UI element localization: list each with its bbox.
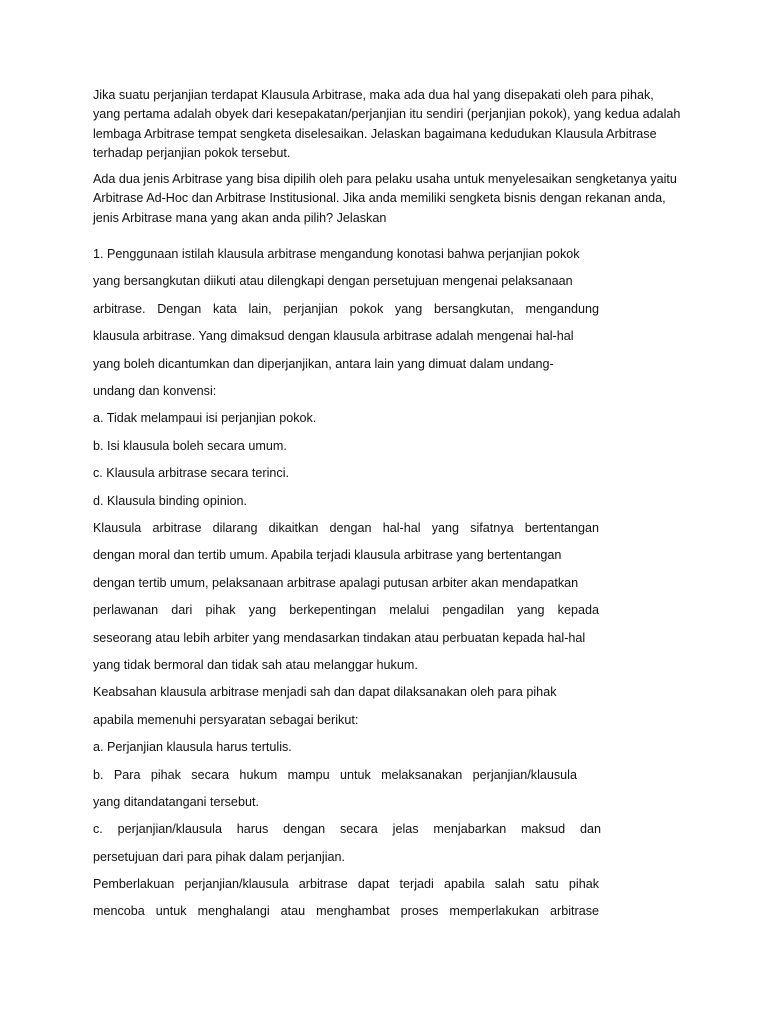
answer-line: klausula arbitrase. Yang dimaksud dengan klausula arbitrase adalah mengenai hal-hal [93, 329, 574, 344]
list-item: a. Perjanjian klausula harus tertulis. [93, 740, 292, 755]
question-paragraph-1: Jika suatu perjanjian terdapat Klausula Arbitrase, maka ada dua hal yang disepakati oleh para pihak, yang pertama adalah obyek dari kesepakatan/perjanjian itu sendiri (perjanjian pokok), yang kedua adalah lembaga Arbitrase tempat sengketa diselesaikan. Jelaskan bagaimana kedudukan Klausula Arbitrase terhadap perjanjian pokok tersebut. [93, 88, 681, 160]
answer-line: undang dan konvensi: [93, 384, 217, 399]
list-item: d. Klausula binding opinion. [93, 493, 248, 508]
answer-line: Keabsahan klausula arbitrase menjadi sah dan dapat dilaksanakan oleh para pihak [93, 685, 557, 700]
answer-line: yang boleh dicantumkan dan diperjanjikan, antara lain yang dimuat dalam undang- [93, 356, 554, 371]
answer-line: dengan tertib umum, pelaksanaan arbitrase apalagi putusan arbiter akan mendapatkan [93, 575, 579, 590]
question-paragraph-2: Ada dua jenis Arbitrase yang bisa dipilih oleh para pelaku usaha untuk menyelesaikan sengketanya yaitu Arbitrase Ad-Hoc dan Arbitrase Institusional. Jika anda memiliki sengketa bisnis dengan rekanan anda, jenis Arbitrase mana yang akan anda pilih? Jelaskan [93, 172, 677, 225]
answer-line: yang ditandatangani tersebut. [93, 794, 259, 809]
answer-line: apabila memenuhi persyaratan sebagai berikut: [93, 712, 359, 727]
answer-line: arbitrase. Dengan kata lain, perjanjian pokok yang bersangkutan, mengandung [93, 301, 599, 316]
question-section [93, 86, 683, 228]
answer-line: 1. Penggunaan istilah klausula arbitrase mengandung konotasi bahwa perjanjian pokok [93, 247, 580, 262]
answer-line: dengan moral dan tertib umum. Apabila terjadi klausula arbitrase yang bertentangan [93, 548, 562, 563]
answer-line: perlawanan dari pihak yang berkepentingan melalui pengadilan yang kepada [93, 603, 599, 618]
answer-line: Klausula arbitrase dilarang dikaitkan dengan hal-hal yang sifatnya bertentangan [93, 520, 599, 535]
answer-line: Pemberlakuan perjanjian/klausula arbitrase dapat terjadi apabila salah satu pihak [93, 877, 599, 892]
list-item: c. perjanjian/klausula harus dengan secara jelas menjabarkan maksud dan [93, 822, 601, 837]
answer-line: persetujuan dari para pihak dalam perjanjian. [93, 849, 346, 864]
list-item: a. Tidak melampaui isi perjanjian pokok. [93, 411, 317, 426]
answer-line: seseorang atau lebih arbiter yang mendasarkan tindakan atau perbuatan kepada hal-hal [93, 630, 586, 645]
answer-line: yang tidak bermoral dan tidak sah atau melanggar hukum. [93, 657, 418, 672]
answer-line: yang bersangkutan diikuti atau dilengkapi dengan persetujuan mengenai pelaksanaan [93, 274, 573, 289]
list-item: b. Isi klausula boleh secara umum. [93, 438, 287, 453]
list-item: b. Para pihak secara hukum mampu untuk melaksanakan perjanjian/klausula [93, 767, 577, 782]
answer-line: mencoba untuk menghalangi atau menghambat proses memperlakukan arbitrase [93, 904, 599, 919]
answer-section [93, 245, 683, 930]
list-item: c. Klausula arbitrase secara terinci. [93, 466, 289, 481]
document-body [93, 86, 683, 930]
